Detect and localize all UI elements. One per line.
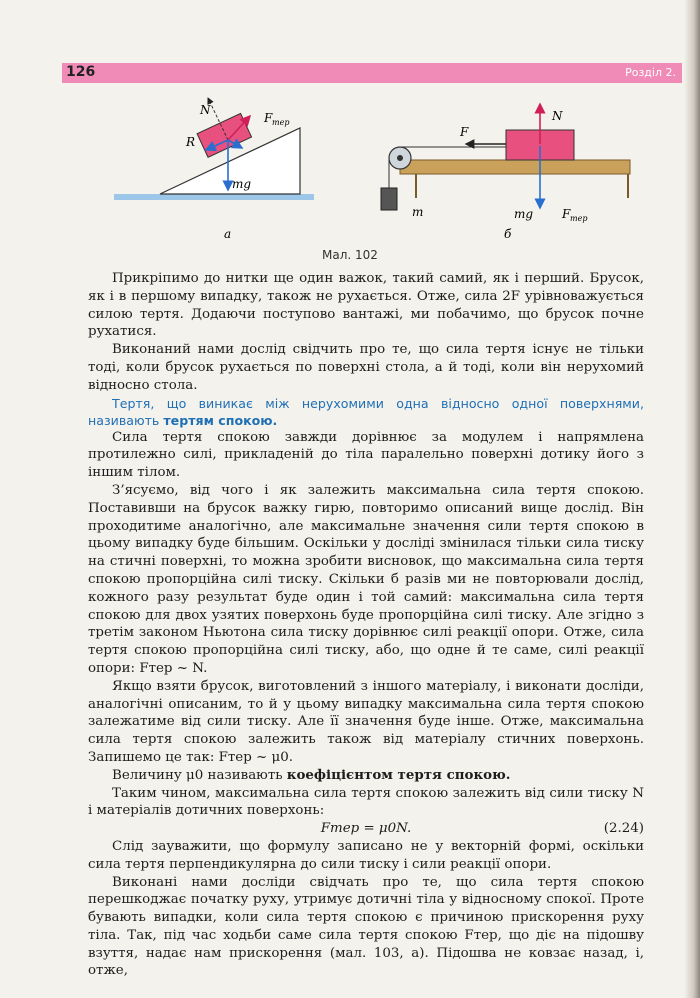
label-Fter-b-sub: тер: [570, 214, 588, 223]
paragraph: Сила тертя спокою завжди дорівнює за модулем і напрямлена протилежно силі, прикладеній до тіла паралельно поверхні дотику його з іншим тілом.: [88, 429, 644, 481]
label-R: R: [186, 135, 196, 149]
label-F: F: [460, 125, 469, 139]
section-title: Розділ 2.: [625, 66, 676, 79]
label-mg-b: mg: [514, 207, 534, 221]
label-Fter-b: F: [562, 207, 571, 221]
body-text: [88, 270, 644, 980]
coefficient-term: коефіцієнтом тертя спокою.: [286, 766, 511, 783]
paragraph: Якщо взяти брусок, виготовлений з іншого матеріалу, і виконати досліди, аналогічні описаним, то й у цьому випадку максимальна сила тертя спокою залежатиме від сили тиску. Але її значення буде інше. Отже, максимальна сила тертя спокою залежить також від матеріалу стичних поверхонь. Запишемо це так: Fтер ~ μ0.: [88, 678, 644, 765]
figure-102: [100, 88, 660, 268]
definition: [88, 395, 644, 429]
equation-formula: Fтер = μ0N.: [320, 821, 412, 837]
label-mg-a: mg: [232, 177, 252, 191]
coefficient-prefix: Величину μ0 називають: [112, 767, 283, 783]
label-m: m: [412, 205, 424, 219]
definition-term: тертям спокою.: [163, 412, 278, 428]
paragraph: Виконані нами досліди свідчать про те, що сила тертя спокою перешкоджає початку руху, утримує дотичні тіла у відносному спокої. Проте бувають випадки, коли сила тертя спокою є причиною прискорення руху тіла. Так, під час ходьби саме сила тертя спокою Fтер, що діє на підошву взуття, надає нам прискорення (мал. 103, а). Підошва не ковзає назад, і, отже,: [88, 874, 644, 979]
label-Fter-a-sub: тер: [272, 118, 290, 127]
paragraph: Прикріпимо до нитки ще один важок, такий самий, як і перший. Брусок, як і в першому випадку, також не рухається. Отже, сила 2F урівноважується силою тертя. Додаючи поступово вантажі, ми побачимо, що брусок почне рухатися.: [88, 271, 644, 340]
paragraph: Виконаний нами дослід свідчить про те, що сила тертя існує не тільки тоді, коли брусок рухається по поверхні стола, а й тоді, коли він нерухомий відносно стола.: [88, 342, 644, 393]
equation: [88, 820, 644, 838]
floor: [114, 194, 314, 200]
paragraph: З’ясуємо, від чого і як залежить максимальна сила тертя спокою. Поставивши на брусок важку гирю, повторимо описаний вище дослід. Він проходитиме аналогічно, але максимальне значення сили тертя спокою в цьому випадку буде більшим. Оскільки у досліді змінилася тільки сила тиску на стичні поверхні, то можна зробити висновок, що максимальна сила тертя спокою пропорційна силі тиску. Скільки б разів ми не повторювали дослід, кожного разу результат буде один і той самий: максимальна сила тертя спокою для двох узятих поверхонь буде пропорційна силі тиску. Але згідно з третім законом Ньютона сила тиску дорівнює силі реакції опори. Отже, сила тертя спокою пропорційна силі тиску, або, що одне й те саме, силі реакції опори: Fтер ~ N.: [88, 482, 644, 676]
coefficient-definition: [88, 767, 644, 785]
figure-a-incline: [114, 98, 314, 241]
figure-b-table: [381, 104, 630, 241]
hanging-weight: [381, 188, 397, 210]
block-a: [197, 113, 251, 157]
paragraph: Слід зауважити, що формулу записано не у векторній формі, оскільки сила тертя перпендикулярна до сили тиску і сили реакції опори.: [88, 838, 644, 872]
paragraph: Таким чином, максимальна сила тертя спокою залежить від сили тиску N і матеріалів дотичних поверхонь:: [88, 785, 644, 819]
page-edge-shadow: [684, 0, 700, 998]
label-N-b: N: [552, 109, 563, 123]
definition-text: Тертя, що виникає між нерухомими одна відносно одної поверхнями, називають: [88, 395, 644, 428]
label-b: б: [504, 227, 512, 241]
equation-number: (2.24): [603, 821, 644, 837]
page-header-band: [62, 63, 682, 83]
label-Fter-a: F: [264, 111, 273, 125]
figure-caption: Мал. 102: [322, 248, 378, 262]
page-number: 126: [66, 64, 96, 80]
table-top: [400, 160, 630, 174]
label-a: а: [224, 227, 232, 241]
label-N-a: N: [200, 103, 211, 117]
